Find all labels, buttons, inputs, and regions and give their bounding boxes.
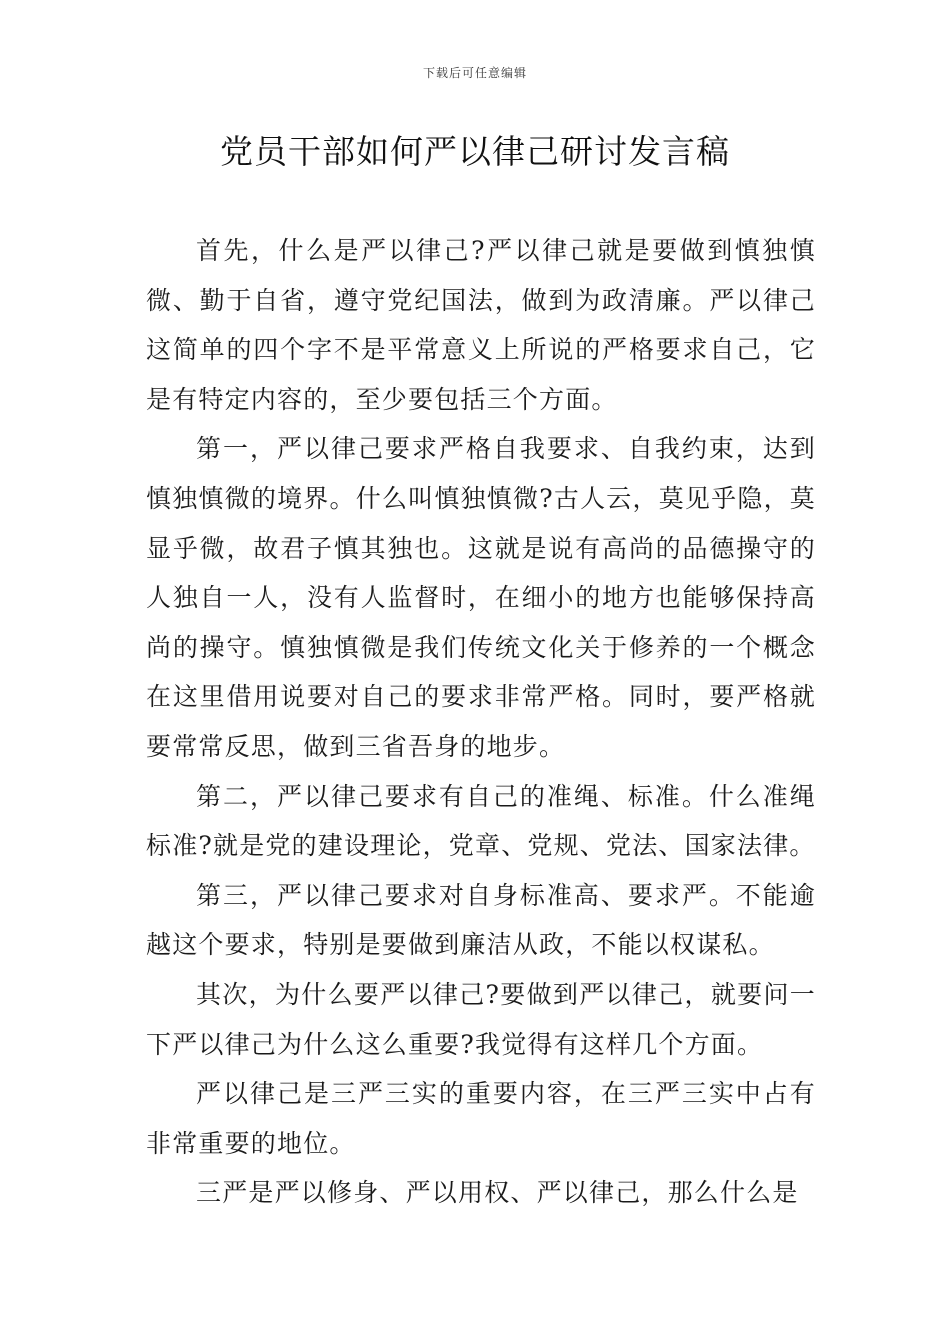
paragraph: 首先，什么是严以律己?严以律己就是要做到慎独慎微、勤于自省，遵守党纪国法，做到为政清廉。严以律己这简单的四个字不是平常意义上所说的严格要求自己，它是有特定内容的，至少要包括三个方面。 — [146, 236, 816, 414]
paragraph: 第一，严以律己要求严格自我要求、自我约束，达到慎独慎微的境界。什么叫慎独慎微?古人云，莫见乎隐，莫显乎微，故君子慎其独也。这就是说有高尚的品德操守的人独自一人，没有人监督时，在细小的地方也能够保持高尚的操守。慎独慎微是我们传统文化关于修养的一个概念在这里借用说要对自己的要求非常严格。同时，要严格就要常常反思，做到三省吾身的地步。 — [146, 434, 816, 761]
paragraph: 严以律己是三严三实的重要内容，在三严三实中占有非常重要的地位。 — [146, 1079, 816, 1158]
document-title: 党员干部如何严以律己研讨发言稿 — [220, 132, 730, 171]
paragraph: 第二，严以律己要求有自己的准绳、标准。什么准绳标准?就是党的建设理论，党章、党规、党法、国家法律。 — [146, 781, 816, 861]
paragraph: 其次，为什么要严以律己?要做到严以律己，就要问一下严以律己为什么这么重要?我觉得有这样几个方面。 — [146, 979, 816, 1059]
paragraph: 三严是严以修身、严以用权、严以律己，那么什么是 — [196, 1178, 799, 1208]
header-note: 下载后可任意编辑 — [422, 66, 527, 80]
paragraph: 第三，严以律己要求对自身标准高、要求严。不能逾越这个要求，特别是要做到廉洁从政，不能以权谋私。 — [146, 880, 816, 960]
document-body — [146, 226, 816, 1218]
